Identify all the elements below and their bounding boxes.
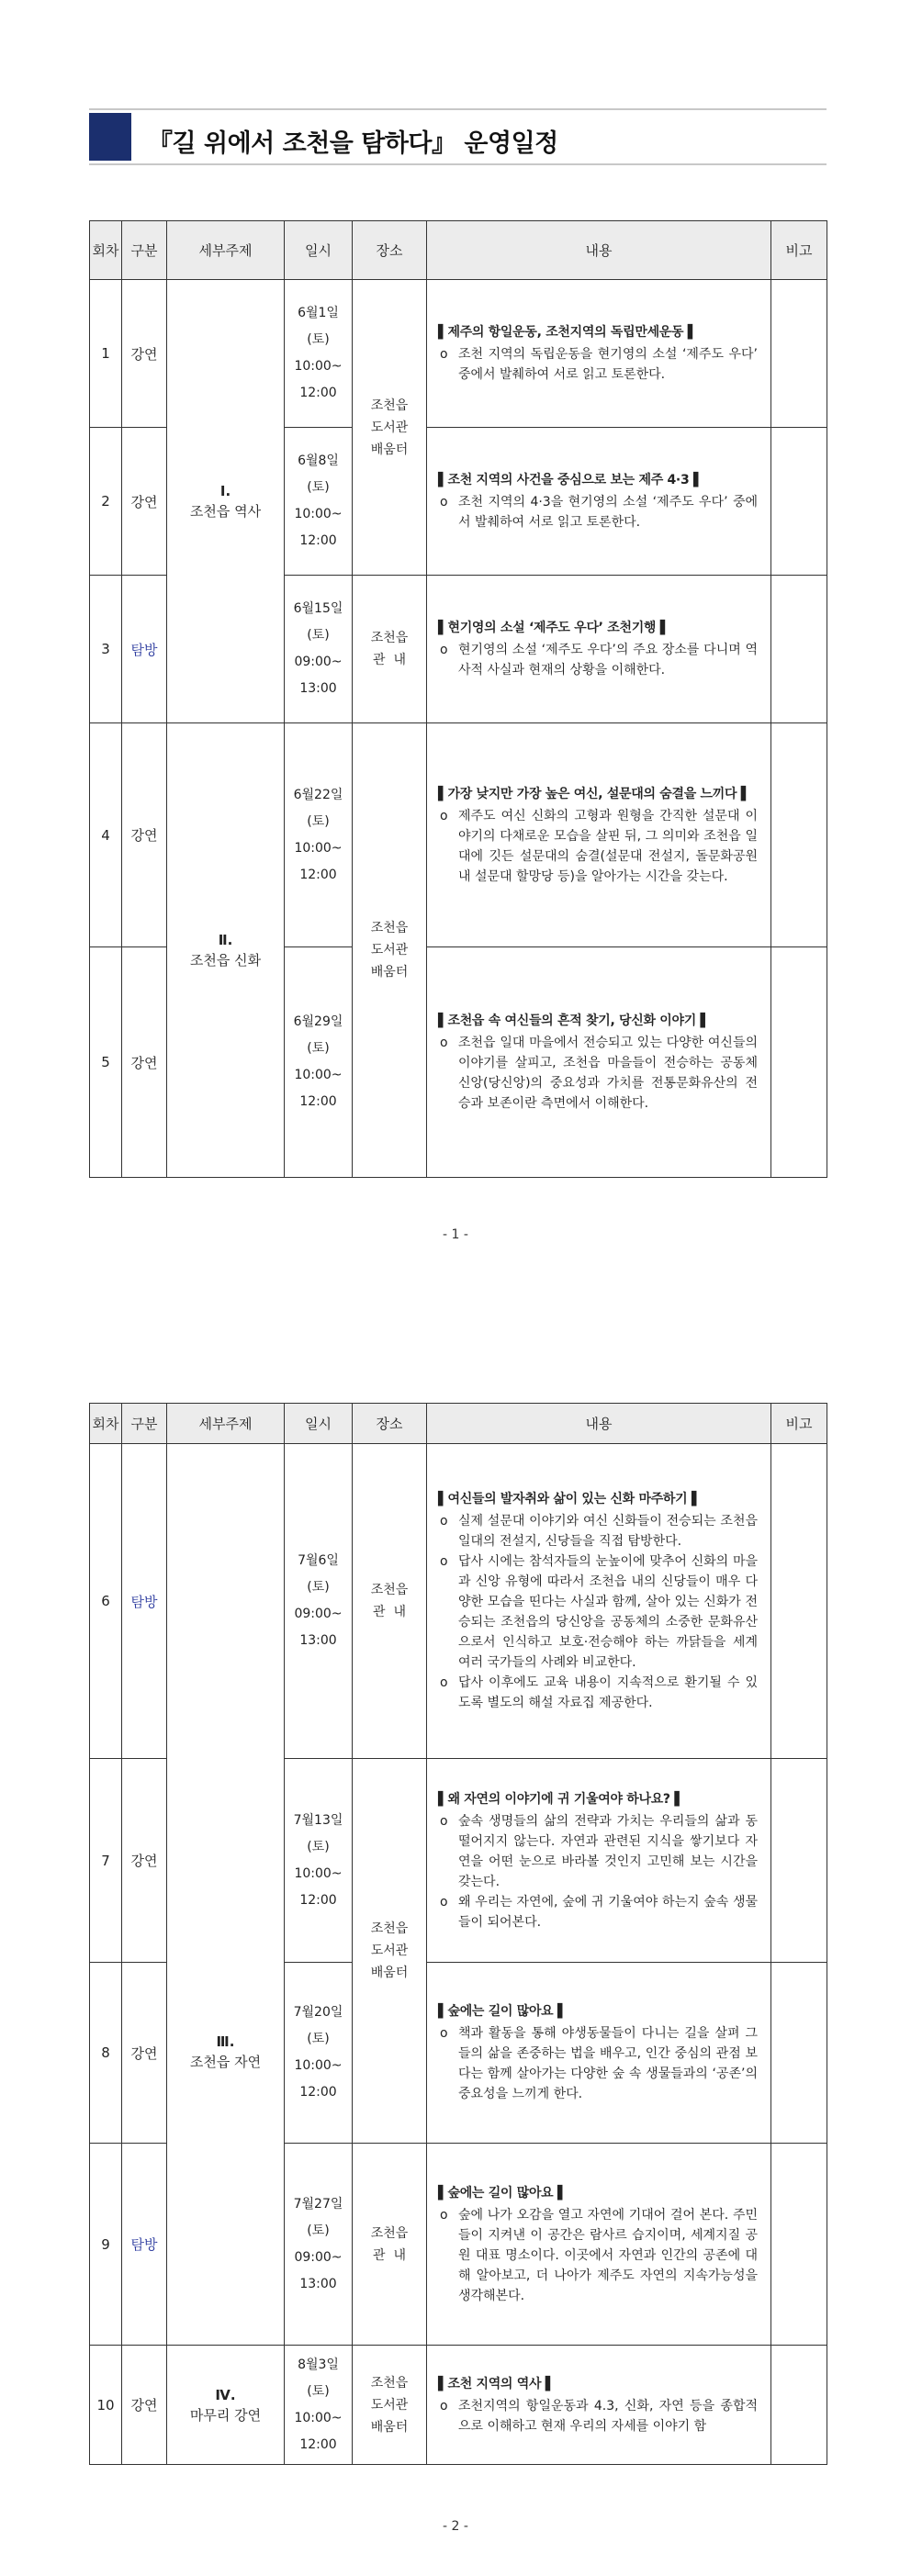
- header-type: 구분: [122, 1404, 167, 1444]
- content-title: ▌숲에는 길이 많아요 ▌: [438, 2004, 568, 2019]
- session-date: [285, 2144, 353, 2346]
- session-date: [285, 1759, 353, 1963]
- place-line: 조천읍: [370, 2225, 409, 2241]
- place-line: 도서관: [370, 943, 409, 958]
- header-date: 일시: [285, 1404, 353, 1444]
- date-day: 6월1일: [298, 306, 339, 320]
- date-weekday: (토): [307, 2223, 330, 2238]
- bullet-marker: o: [440, 1813, 448, 1829]
- content-text: 숲속 생명들의 삶의 전략과 가치는 우리들의 삶과 동떨어지지 않는다. 자연과 관련된 지식을 쌓기보다 자연을 어떤 눈으로 바라볼 것인지 고민해 보는 시간을 갖는다.: [458, 1813, 758, 1889]
- session-number: 2: [90, 428, 122, 576]
- place-cell: [353, 576, 427, 723]
- header-content: 내용: [427, 221, 771, 280]
- session-number: 4: [90, 723, 122, 947]
- bullet-marker: o: [440, 2026, 448, 2041]
- content-text: 현기영의 소설 ‘제주도 우다’의 주요 장소를 다니며 역사적 사실과 현재의 상황을 이해한다.: [458, 643, 758, 678]
- session-number: 1: [90, 280, 122, 428]
- place-line: 조천읍: [370, 921, 409, 935]
- session-number: 5: [90, 947, 122, 1178]
- place-line: 관 내: [373, 1605, 406, 1619]
- date-start: 09:00~: [294, 655, 343, 669]
- content-cell: [427, 280, 771, 428]
- content-item: [438, 1511, 758, 1551]
- content-text: 답사 이후에도 교육 내용이 지속적으로 환기될 수 있도록 별도의 해설 자료집 제공한다.: [458, 1675, 758, 1710]
- content-title: ▌제주의 항일운동, 조천지역의 독립만세운동 ▌: [438, 325, 698, 340]
- content-cell: [427, 428, 771, 576]
- date-day: 7월27일: [293, 2196, 343, 2212]
- session-type: 강연: [122, 2346, 167, 2465]
- date-end: 12:00: [299, 533, 337, 548]
- session-type: 탐방: [122, 1444, 167, 1759]
- content-cell: [427, 576, 771, 723]
- date-weekday: (토): [307, 2383, 330, 2399]
- note-cell: [771, 947, 827, 1178]
- bullet-marker: o: [440, 347, 448, 362]
- date-start: 09:00~: [294, 1607, 343, 1621]
- place-cell: [353, 2346, 427, 2465]
- header-theme: 세부주제: [167, 221, 285, 280]
- theme-name: 마무리 강연: [189, 2406, 262, 2424]
- content-title: ▌여신들의 발자취와 삶이 있는 신화 마주하기 ▌: [438, 1492, 702, 1506]
- header-type: 구분: [122, 221, 167, 280]
- session-date: [285, 2346, 353, 2465]
- content-text: 조천읍 일대 마을에서 전승되고 있는 다양한 여신들의 이야기를 살피고, 조천읍 마을들이 전승하는 공동체 신앙(당신앙)의 중요성과 가치를 전통문화유산의 전승과 보존이란 측면에서 이해한다.: [458, 1036, 758, 1111]
- content-item: [438, 2023, 758, 2104]
- content-title: ▌숲에는 길이 많아요 ▌: [438, 2185, 568, 2201]
- date-weekday: (토): [307, 332, 330, 347]
- note-cell: [771, 428, 827, 576]
- page-title-bar: [89, 108, 827, 165]
- theme-cell-continued: [167, 1444, 285, 1759]
- header-theme: 세부주제: [167, 1404, 285, 1444]
- content-item: [438, 1673, 758, 1713]
- date-start: 10:00~: [294, 359, 343, 374]
- header-place: 장소: [353, 221, 427, 280]
- content-item: [438, 806, 758, 887]
- header-place: 장소: [353, 1404, 427, 1444]
- content-text: 조천 지역의 4·3을 현기영의 소설 ‘제주도 우다’ 중에서 발췌하여 서로 읽고 토론한다.: [458, 495, 758, 530]
- place-line: 관 내: [373, 2247, 406, 2263]
- session-date: [285, 723, 353, 947]
- content-item: [438, 2396, 758, 2436]
- content-cell: [427, 947, 771, 1178]
- date-day: 7월13일: [293, 1812, 343, 1828]
- date-weekday: (토): [307, 1839, 330, 1854]
- content-text: 제주도 여신 신화의 고형과 원형을 간직한 설문대 이야기의 다채로운 모습을 살핀 뒤, 그 의미와 조천읍 일대에 깃든 설문대의 숨결(설문대 전설지, 돌문화공원 내 설문대 할망당 등)을 알아가는 시간을 갖는다.: [458, 808, 758, 884]
- bullet-marker: o: [440, 1675, 448, 1690]
- bullet-marker: o: [440, 2207, 448, 2223]
- place-line: 배움터: [370, 442, 409, 457]
- page-number: - 2 -: [443, 2519, 468, 2534]
- content-title: ▌현기영의 소설 ‘제주도 우다’ 조천기행 ▌: [438, 621, 670, 635]
- place-cell: [353, 2144, 427, 2346]
- bullet-marker: o: [440, 1514, 448, 1529]
- note-cell: [771, 1759, 827, 1963]
- date-day: 6월8일: [298, 454, 339, 468]
- date-weekday: (토): [307, 813, 330, 829]
- date-weekday: (토): [307, 1041, 330, 1056]
- date-start: 10:00~: [294, 1865, 343, 1881]
- note-cell: [771, 723, 827, 947]
- theme-name: 조천읍 자연: [189, 2053, 262, 2070]
- session-date: [285, 280, 353, 428]
- place-cell: [353, 280, 427, 576]
- session-type: 강연: [122, 1963, 167, 2144]
- content-text: 조천 지역의 독립운동을 현기영의 소설 ‘제주도 우다’ 중에서 발췌하여 서로 읽고 토론한다.: [458, 347, 758, 382]
- note-cell: [771, 2346, 827, 2465]
- note-cell: [771, 1444, 827, 1759]
- content-title: ▌조천 지역의 사건을 중심으로 보는 제주 4·3 ▌: [438, 473, 703, 487]
- date-start: 09:00~: [294, 2249, 343, 2265]
- place-line: 조천읍: [370, 398, 409, 413]
- content-title: ▌조천읍 속 여신들의 흔적 찾기, 당신화 이야기 ▌: [438, 1014, 711, 1028]
- date-day: 7월20일: [293, 2005, 343, 2020]
- bullet-marker: o: [440, 808, 448, 823]
- date-end: 12:00: [299, 2436, 337, 2452]
- place-cell: [353, 723, 427, 1178]
- content-cell: [427, 1759, 771, 1963]
- session-type: 강연: [122, 428, 167, 576]
- content-item: [438, 1551, 758, 1673]
- page-number: - 1 -: [443, 1227, 468, 1242]
- session-number: 3: [90, 576, 122, 723]
- place-cell: [353, 1444, 427, 1759]
- session-date: [285, 1963, 353, 2144]
- theme-cell: [167, 1759, 285, 2346]
- date-weekday: (토): [307, 2032, 330, 2046]
- date-day: 6월22일: [293, 787, 343, 802]
- content-item: [438, 2205, 758, 2306]
- date-start: 10:00~: [294, 840, 343, 856]
- place-line: 도서관: [370, 1943, 409, 1958]
- bullet-marker: o: [440, 2398, 448, 2414]
- place-line: 배움터: [370, 965, 409, 980]
- content-cell: [427, 723, 771, 947]
- content-cell: [427, 1444, 771, 1759]
- date-start: 10:00~: [294, 2058, 343, 2073]
- header-content: 내용: [427, 1404, 771, 1444]
- content-cell: [427, 1963, 771, 2144]
- session-date: [285, 1444, 353, 1759]
- theme-name: 조천읍 신화: [189, 952, 262, 969]
- place-line: 도서관: [370, 420, 409, 435]
- content-text: 책과 활동을 통해 야생동물들이 다니는 길을 살펴 그들의 삶을 존중하는 법을 배우고, 인간 중심의 관점 보다는 함께 살아가는 다양한 숲 속 생물들과의 ‘공존’의 중요성을 느끼게 한다.: [458, 2026, 758, 2101]
- date-day: 8월3일: [298, 2357, 339, 2372]
- place-line: 조천읍: [370, 631, 409, 645]
- session-type: 강연: [122, 1759, 167, 1963]
- page-title: 『길 위에서 조천을 탐하다』 운영일정: [148, 129, 558, 158]
- content-text: 왜 우리는 자연에, 숲에 귀 기울여야 하는지 숲속 생물들이 되어본다.: [458, 1894, 758, 1930]
- table-row: [90, 2346, 827, 2465]
- place-line: 관 내: [373, 653, 406, 667]
- note-cell: [771, 2144, 827, 2346]
- content-item: [438, 1892, 758, 1932]
- table-row: [90, 1759, 827, 1963]
- date-end: 12:00: [299, 1892, 337, 1908]
- theme-cell: [167, 723, 285, 1178]
- date-end: 13:00: [299, 2276, 337, 2291]
- theme-cell: [167, 2346, 285, 2465]
- date-day: 6월29일: [293, 1014, 343, 1029]
- date-weekday: (토): [307, 480, 330, 495]
- session-number: 6: [90, 1444, 122, 1759]
- content-cell: [427, 2144, 771, 2346]
- place-line: 도서관: [370, 2397, 409, 2413]
- table-row: [90, 280, 827, 428]
- theme-name: 조천읍 역사: [189, 503, 262, 520]
- date-end: 13:00: [299, 681, 337, 696]
- schedule-table-page-2: [89, 1403, 827, 2465]
- session-number: 7: [90, 1759, 122, 1963]
- date-start: 10:00~: [294, 1068, 343, 1082]
- header-no: 회차: [90, 1404, 122, 1444]
- note-cell: [771, 280, 827, 428]
- content-text: 조천지역의 항일운동과 4.3, 신화, 자연 등을 종합적으로 이해하고 현재 우리의 자세를 이야기 함: [458, 2398, 758, 2434]
- date-weekday: (토): [307, 628, 330, 643]
- header-note: 비고: [771, 1404, 827, 1444]
- date-end: 12:00: [299, 386, 337, 400]
- date-weekday: (토): [307, 1580, 330, 1595]
- place-cell: [353, 1759, 427, 2144]
- content-item: [438, 492, 758, 532]
- content-text: 답사 시에는 참석자들의 눈높이에 맞추어 신화의 마을과 신앙 유형에 따라서 조천읍 내의 신당들이 매우 다양한 모습을 띤다는 사실과 함께, 살아 있는 신화가 전승되는 조천읍의 당신앙을 공동체의 소중한 문화유산으로서 인식하고 보호·전승해야 하는 까닭들을 세계 여러 국가들의 사례와 비교한다.: [458, 1554, 758, 1670]
- note-cell: [771, 1963, 827, 2144]
- note-cell: [771, 576, 827, 723]
- date-day: 6월15일: [293, 601, 343, 616]
- session-number: 9: [90, 2144, 122, 2346]
- session-type: 탐방: [122, 576, 167, 723]
- session-number: 8: [90, 1963, 122, 2144]
- table-row: [90, 1444, 827, 1759]
- place-line: 조천읍: [370, 1583, 409, 1597]
- header-no: 회차: [90, 221, 122, 280]
- session-date: [285, 428, 353, 576]
- date-end: 12:00: [299, 1094, 337, 1109]
- date-start: 10:00~: [294, 2410, 343, 2425]
- table-row: [90, 723, 827, 947]
- content-title: ▌왜 자연의 이야기에 귀 기울여야 하나요? ▌: [438, 1791, 684, 1807]
- content-item: [438, 1811, 758, 1892]
- bullet-marker: o: [440, 1894, 448, 1910]
- date-day: 7월6일: [298, 1553, 339, 1568]
- session-type: 강연: [122, 723, 167, 947]
- header-note: 비고: [771, 221, 827, 280]
- bullet-marker: o: [440, 1554, 448, 1569]
- session-type: 탐방: [122, 2144, 167, 2346]
- content-item: [438, 1033, 758, 1114]
- theme-cell: [167, 280, 285, 723]
- content-item: [438, 344, 758, 385]
- bullet-marker: o: [440, 1036, 448, 1050]
- date-end: 13:00: [299, 1633, 337, 1648]
- place-line: 배움터: [370, 2419, 409, 2435]
- session-date: [285, 947, 353, 1178]
- session-type: 강연: [122, 280, 167, 428]
- schedule-table-page-1: [89, 220, 827, 1178]
- content-title: ▌조천 지역의 역사 ▌: [438, 2376, 556, 2391]
- date-end: 12:00: [299, 2085, 337, 2100]
- title-color-block: [89, 113, 131, 161]
- content-text: 실제 설문대 이야기와 여신 신화들이 전승되는 조천읍 일대의 전설지, 신당들을 직접 탐방한다.: [458, 1514, 758, 1549]
- session-date: [285, 576, 353, 723]
- session-number: 10: [90, 2346, 122, 2465]
- place-line: 조천읍: [370, 1921, 409, 1936]
- place-line: 배움터: [370, 1966, 409, 1980]
- theme-number: Ⅲ.: [216, 2033, 235, 2050]
- content-item: [438, 640, 758, 680]
- content-cell: [427, 2346, 771, 2465]
- header-date: 일시: [285, 221, 353, 280]
- session-type: 강연: [122, 947, 167, 1178]
- content-text: 숲에 나가 오감을 열고 자연에 기대어 걸어 본다. 주민들이 지켜낸 이 공간은 람사르 습지이며, 세계지질 공원 대표 명소이다. 이곳에서 자연과 인간의 공존에 대해 알아보고, 더 나아가 제주도 자연의 지속가능성을 생각해본다.: [458, 2207, 758, 2303]
- theme-number: Ⅱ.: [218, 932, 233, 948]
- bullet-marker: o: [440, 643, 448, 657]
- bullet-marker: o: [440, 495, 448, 510]
- theme-number: Ⅳ.: [215, 2386, 236, 2403]
- date-start: 10:00~: [294, 507, 343, 521]
- date-end: 12:00: [299, 867, 337, 882]
- theme-number: Ⅰ.: [219, 483, 231, 499]
- place-line: 조천읍: [370, 2375, 409, 2391]
- content-title: ▌가장 낮지만 가장 높은 여신, 설문대의 숨결을 느끼다 ▌: [438, 786, 751, 801]
